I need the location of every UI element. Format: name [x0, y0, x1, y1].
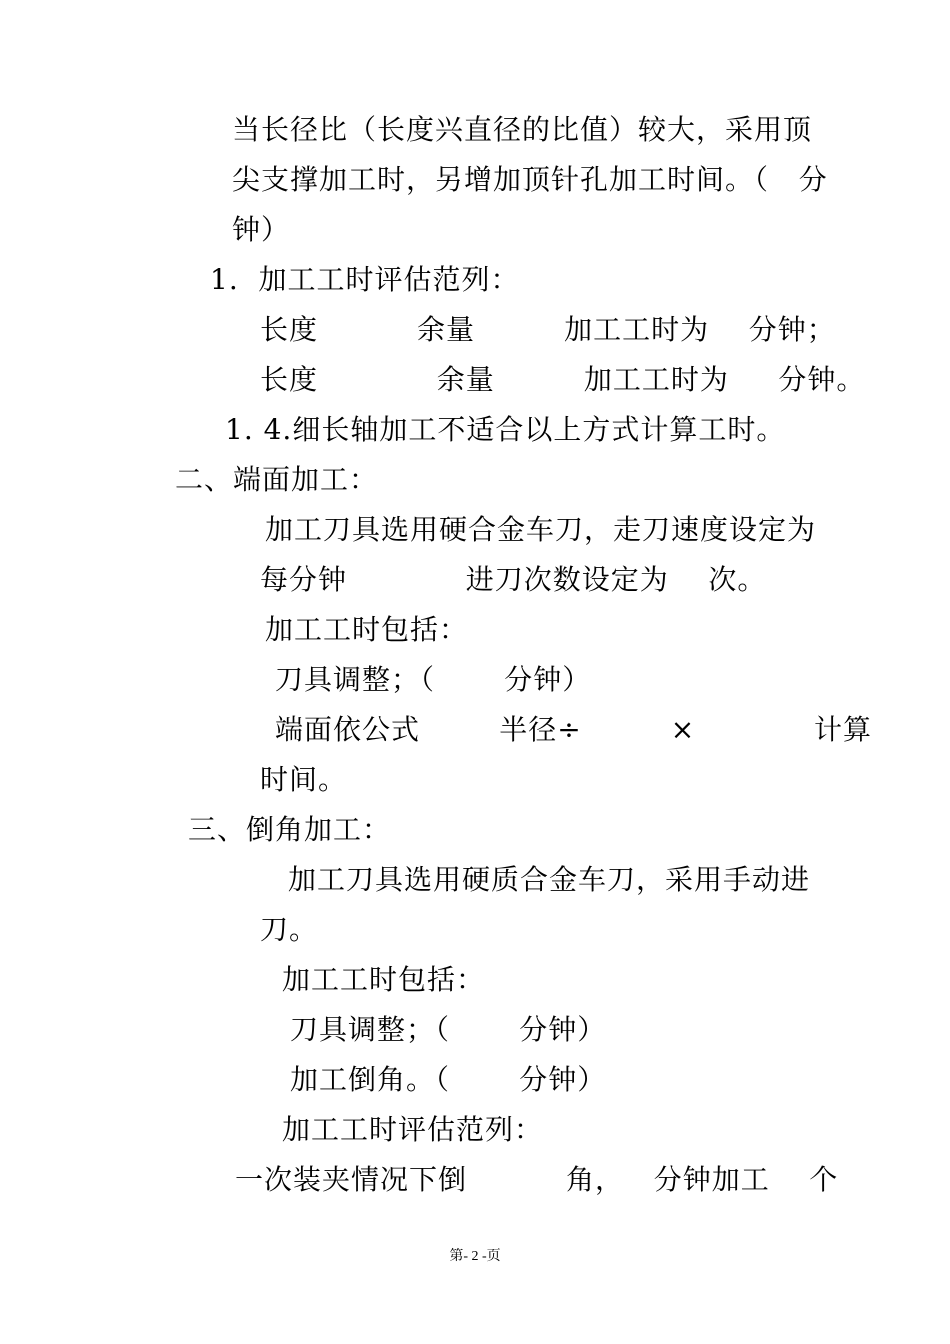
list-item-heading: 1. 4.细长轴加工不适合以上方式计算工时。 — [225, 413, 786, 446]
text-line: 加工刀具选用硬合金车刀，走刀速度设定为 — [265, 513, 817, 546]
text-line: 加工工时评估范列： — [282, 1113, 544, 1146]
text-line: 刀。 — [260, 913, 319, 946]
text-line: 一次装夹情况下倒 角， 分钟加工 个 — [235, 1163, 839, 1196]
section-heading: 二、端面加工： — [175, 463, 379, 496]
text-line: 加工工时包括： — [265, 613, 469, 646]
page-number-footer: 第- 2 -页 — [449, 1249, 501, 1264]
text-line: 加工工时包括： — [282, 963, 486, 996]
text-line: 时间。 — [260, 763, 348, 796]
text-line: 长度 余量 加工工时为 分钟； — [260, 313, 836, 346]
text-line: 端面依公式 半径÷ × 计算 — [275, 713, 873, 746]
text-line: 刀具调整；（ 分钟） — [275, 663, 592, 696]
list-item-heading: 1. 加工工时评估范列： — [210, 263, 520, 296]
text-line: 长度 余量 加工工时为 分钟。 — [260, 363, 866, 396]
text-line: 刀具调整；（ 分钟） — [290, 1013, 607, 1046]
text-line: 尖支撑加工时，另增加顶针孔加工时间。（ 分 — [232, 163, 828, 196]
text-line: 钟） — [232, 213, 291, 246]
text-line: 每分钟 进刀次数设定为 次。 — [260, 563, 767, 596]
text-line: 加工刀具选用硬质合金车刀，采用手动进 — [288, 863, 811, 896]
text-line: 当长径比（长度兴直径的比值）较大，采用顶 — [232, 113, 813, 146]
section-heading: 三、倒角加工： — [188, 813, 392, 846]
text-line: 加工倒角。（ 分钟） — [290, 1063, 607, 1096]
